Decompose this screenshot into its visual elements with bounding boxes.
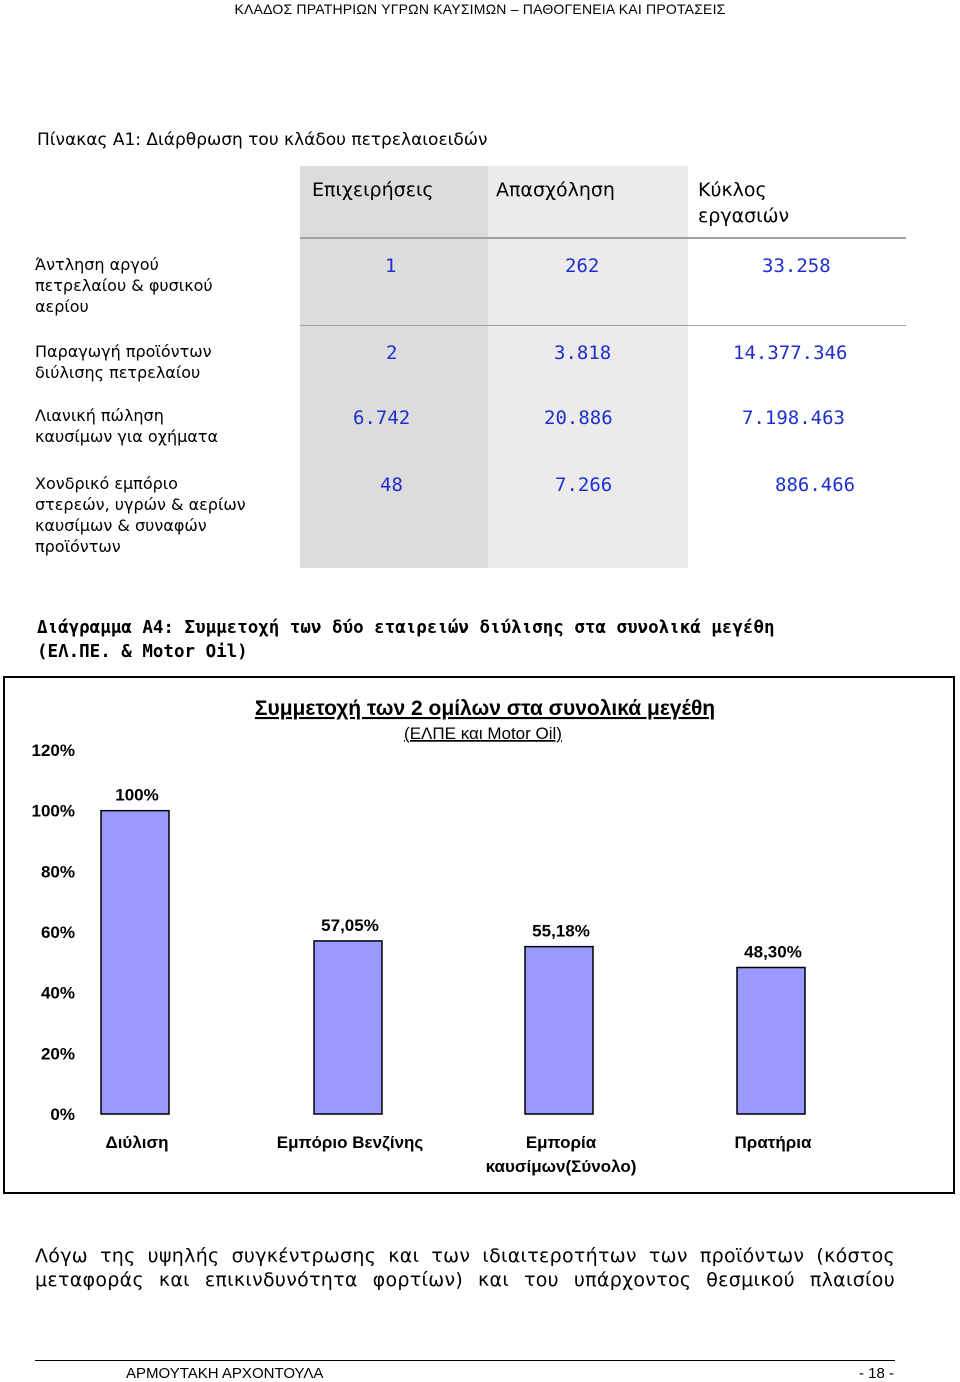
table-col-shade-1	[300, 166, 488, 568]
chart-subtitle: (ΕΛΠΕ και Motor Oil)	[404, 724, 562, 743]
cell-businesses: 1	[385, 255, 397, 277]
y-tick-label: 60%	[40, 923, 75, 942]
table-row-rule	[300, 325, 906, 326]
bar-data-label: 55,18%	[532, 921, 590, 941]
running-header: ΚΛΑΔΟΣ ΠΡΑΤΗΡΙΩΝ ΥΓΡΩΝ ΚΑΥΣΙΜΩΝ – ΠΑΘΟΓΕΝΕΙΑ ΚΑΙ ΠΡΟΤΑΣΕΙΣ	[234, 1, 726, 17]
body-paragraph: Λόγω της υψηλής συγκέντρωσης και των ιδιαιτεροτήτων των προϊόντων (κόστος μεταφοράς και επικινδυνότητα φορτίων) και του υπάρχοντος θεσμικού πλαισίου	[35, 1245, 895, 1291]
cell-businesses: 2	[386, 342, 398, 364]
x-category-label: Διύλιση	[105, 1133, 169, 1152]
cell-businesses: 48	[380, 474, 403, 496]
x-category-label: Εμπορία	[525, 1133, 597, 1152]
chart-title: Συμμετοχή των 2 ομίλων στα συνολικά μεγέθη	[254, 697, 716, 720]
cell-turnover: 7.198.463	[742, 407, 845, 429]
cell-turnover: 886.466	[775, 474, 856, 496]
y-tick-label: 100%	[31, 801, 75, 821]
cell-turnover: 14.377.346	[733, 342, 848, 364]
row-label-crude-extraction: Άντληση αργού πετρελαίου & φυσικού αερίου	[35, 255, 213, 316]
cell-employment: 3.818	[554, 342, 612, 364]
col-header-businesses: Επιχειρήσεις	[312, 179, 434, 201]
cell-businesses: 6.742	[353, 407, 411, 429]
col-header-turnover-2: εργασιών	[698, 205, 790, 227]
y-tick-label: 20%	[40, 1044, 75, 1064]
bar	[737, 967, 805, 1114]
row-label-refining: Παραγωγή προϊόντων διύλισης πετρελαίου	[35, 342, 212, 382]
row-label-retail-fuel: Λιανική πώληση καυσίμων για οχήματα	[35, 406, 218, 446]
bar	[101, 811, 169, 1114]
y-tick-label: 120%	[31, 741, 75, 760]
bar-data-label: 57,05%	[321, 915, 379, 935]
cell-employment: 20.886	[544, 407, 613, 429]
y-tick-label: 0%	[50, 1105, 75, 1124]
bar	[525, 947, 593, 1114]
footer-page-number: - 18 -	[858, 1365, 894, 1382]
x-category-label: Πρατήρια	[734, 1133, 812, 1152]
col-header-turnover-1: Κύκλος	[698, 179, 767, 201]
y-tick-label: 80%	[40, 862, 75, 882]
table-col-shade-2	[488, 166, 688, 568]
footer-author: ΑΡΜΟΥΤΑΚΗ ΑΡΧΟΝΤΟΥΛΑ	[126, 1365, 324, 1382]
x-category-label: Εμπόριο Βενζίνης	[276, 1133, 424, 1152]
y-tick-label: 40%	[40, 983, 75, 1003]
table-header-rule	[300, 237, 906, 239]
bar-data-label: 48,30%	[744, 942, 802, 962]
x-category-label: καυσίμων(Σύνολο)	[485, 1157, 637, 1176]
table-caption: Πίνακας Α1: Διάρθρωση του κλάδου πετρελαιοειδών	[37, 130, 488, 150]
diagram-caption: Διάγραμμα Α4: Συμμετοχή των δύο εταιρειών διύλισης στα συνολικά μεγέθη (ΕΛ.ΠΕ. & Motor Oil)	[37, 618, 775, 662]
cell-employment: 262	[565, 255, 600, 277]
col-header-employment: Απασχόληση	[496, 179, 615, 201]
row-label-wholesale: Χονδρικό εμπόριο στερεών, υγρών & αερίων καυσίμων & συναφών προϊόντων	[35, 474, 246, 556]
cell-employment: 7.266	[555, 474, 613, 496]
bar-data-label: 100%	[115, 785, 159, 805]
chart-frame	[3, 676, 955, 1194]
bar-chart	[5, 678, 953, 1192]
cell-turnover: 33.258	[762, 255, 831, 277]
bar	[314, 941, 382, 1114]
footer-rule	[35, 1360, 895, 1361]
